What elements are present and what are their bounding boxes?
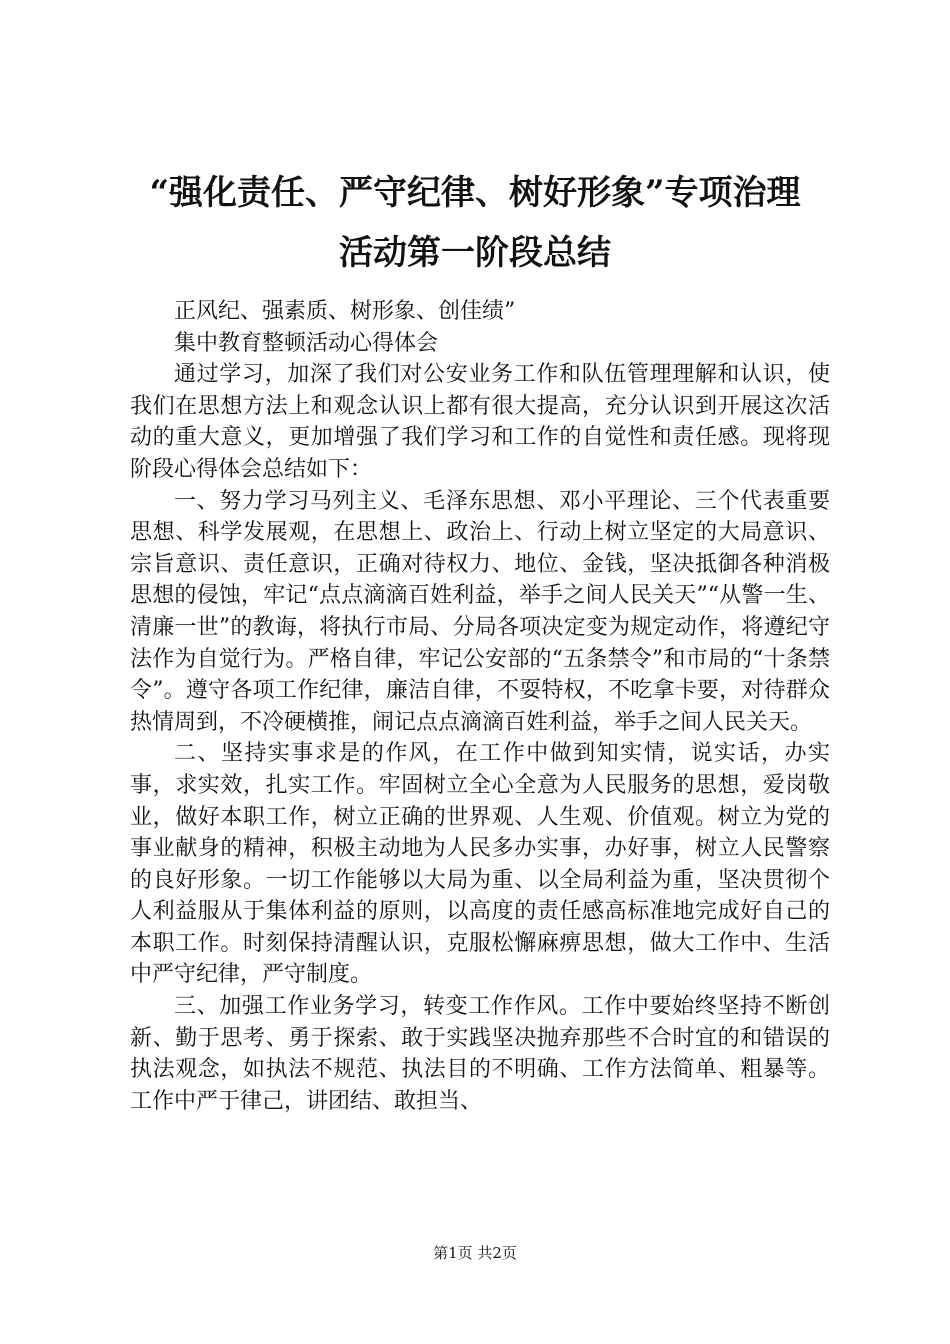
subtitle-line-1: 正风纪、强素质、树形象、创佳绩” [174,299,516,324]
paragraph-section-1: 一、努力学习马列主义、毛泽东思想、邓小平理论、三个代表重要思想、科学发展观，在思想上、政治上、行动上树立坚定的大局意识、宗旨意识、责任意识，正确对待权力、地位、金钱，坚决抵御各种消极思想的侵蚀，牢记“点点滴滴百姓利益，举手之间人民关天”“从警一生、清廉一世”的教诲，将执行市局、分局各项决定变为规定动作，将遵纪守法作为自觉行为。严格自律，牢记公安部的“五条禁令”和市局的“十条禁令”。遵守各项工作纪律，廉洁自律，不耍特权，不吃拿卡要，对待群众热情周到，不冷硬横推，闹记点点滴滴百姓利益，举手之间人民关天。 [130,488,830,735]
title-line-2: 活动第一阶段总结 [339,233,611,273]
subtitle-line-2: 集中教育整顿活动心得体会 [174,330,439,356]
paragraph-intro: 通过学习，加深了我们对公安业务工作和队伍管理理解和认识，使我们在思想方法上和观念认识上都有很大提高，充分认识到开展这次活动的重大意义，更加增强了我们学习和工作的自觉性和责任感。现将现阶段心得体会总结如下： [130,362,830,482]
page-footer: 第1页 共2页 [433,1244,517,1262]
document-body [130,296,830,1117]
title-line-1: “强化责任、严守纪律、树好形象”专项治理 [149,173,801,213]
paragraph-section-3: 三、加强工作业务学习，转变工作作风。工作中要始终坚持不断创新、勤于思考、勇于探索、敢于实践坚决抛弃那些不合时宜的和错误的执法观念，如执法不规范、执法目的不明确、工作方法简单、粗暴等。工作中严于律己，讲团结、敢担当、 [130,994,830,1114]
paragraph-section-2: 二、坚持实事求是的作风，在工作中做到知实情，说实话，办实事，求实效，扎实工作。牢固树立全心全意为人民服务的思想，爱岗敬业，做好本职工作，树立正确的世界观、人生观、价值观。树立为党的事业献身的精神，积极主动地为人民多办实事，办好事，树立人民警察的良好形象。一切工作能够以大局为重、以全局利益为重，坚决贯彻个人利益服从于集体利益的原则，以高度的责任感高标准地完成好自己的本职工作。时刻保持清醒认识，克服松懈麻痹思想，做大工作中、生活中严守纪律，严守制度。 [130,741,830,988]
document-title [100,165,850,281]
